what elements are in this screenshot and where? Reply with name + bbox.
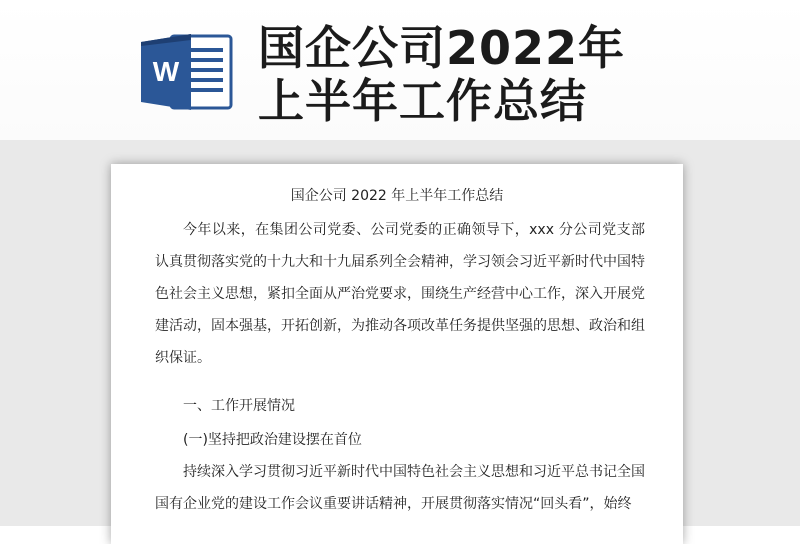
document-title: 国企公司 2022 年上半年工作总结: [290, 188, 504, 204]
banner-title: 国企公司2022年 上半年工作总结: [258, 21, 626, 128]
subsection-heading: (一)坚持把政治建设摆在首位: [183, 432, 362, 448]
document-paragraph: 持续深入学习贯彻习近平新时代中国特色社会主义思想和习近平总书记全国国有企业党的建设工作会议重要讲话精神，开展贯彻落实情况“回头看”，始终: [155, 464, 645, 512]
word-icon: [139, 32, 235, 112]
word-icon-letter: W: [152, 56, 180, 87]
section-heading: 一、工作开展情况: [183, 398, 295, 414]
document-page: [111, 164, 683, 544]
document-paragraph: 今年以来，在集团公司党委、公司党委的正确领导下，xxx 分公司党支部认真贯彻落实党的十九大和十九届系列全会精神，学习领会习近平新时代中国特色社会主义思想，紧扣全面从严治党要求，围绕生产经营中心工作，深入开展党建活动，固本强基，开拓创新，为推动各项改革任务提供坚强的思想、政治和组织保证。: [155, 222, 645, 366]
